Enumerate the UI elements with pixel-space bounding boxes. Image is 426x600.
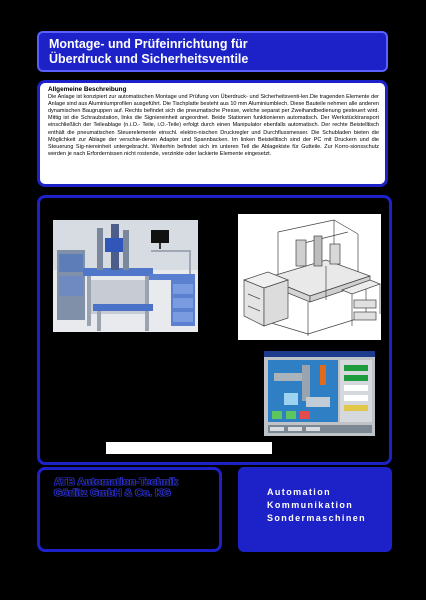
services-panel xyxy=(238,467,392,552)
service-kommunikation: Kommunikation xyxy=(267,500,354,510)
title-line-2: Überdruck und Sicherheitsventile xyxy=(49,52,249,66)
service-sondermaschinen: Sondermaschinen xyxy=(267,513,367,523)
company-name-line-2: Görlitz GmbH & Co. KG xyxy=(54,487,171,499)
machine-photo xyxy=(53,220,198,332)
company-name-line-1: ATB Automation-Technik xyxy=(54,476,179,488)
description-panel xyxy=(37,80,388,187)
service-automation: Automation xyxy=(267,487,331,497)
description-body: Die Anlage ist konzipiert zur automatischen Montage und Prüfung von Überdruck- und Sicherheitsventi-len.Die tragenden Elemente der Anlage sind aus Aluminiumprofilen ausgeführt. Die Tischplatte besteht aus 10 mm Aluminiumblech. Diese Bauteile nehmen alle anderen dynamischen Baugruppen auf. Rechts befindet sich die pneumatische Presse, welche separat per Zweihandbedienung gesteuert wird. Mittig ist die Schraubstation, links die Signiereinheit angeordnet. Beide Stationen funktionieren automatisch. Der Werkstücktransport einschließlich der Teileablage (n.i.O.- Teile, i.O.-Teile) erfolgt durch einen Manipulator ebenfalls automatisch. Der rechte Beistelltisch enthält die pneumatischen Steuerelemente einschl. elektro-nischen Druckregler und Durchflussmesser. Die Schubladen bieten die Möglichkeit zur Ablage der verschie-denen Adapter und Spannbacken. Im linken Beistelltisch sind der PC mit Druckern und die Steuerung Sig-niereinheit untergebracht. Weiterhin befindet sich im unteren Teil die Ablagekiste für Gutteile. Zur Korro-sionsschutz werden je nach Erfordernissen nicht rostende, verzinkte oder lackierte Elemente eingesetzt. xyxy=(48,93,379,158)
title-banner xyxy=(37,31,388,72)
description-heading: Allgemeine Beschreibung xyxy=(48,86,127,93)
title-line-1: Montage- und Prüfeinrichtung für xyxy=(49,37,248,51)
company-panel xyxy=(37,467,222,552)
image-panel xyxy=(37,195,392,465)
hmi-screenshot xyxy=(264,351,375,436)
cad-drawing xyxy=(238,214,381,340)
caption-bar xyxy=(106,442,272,454)
